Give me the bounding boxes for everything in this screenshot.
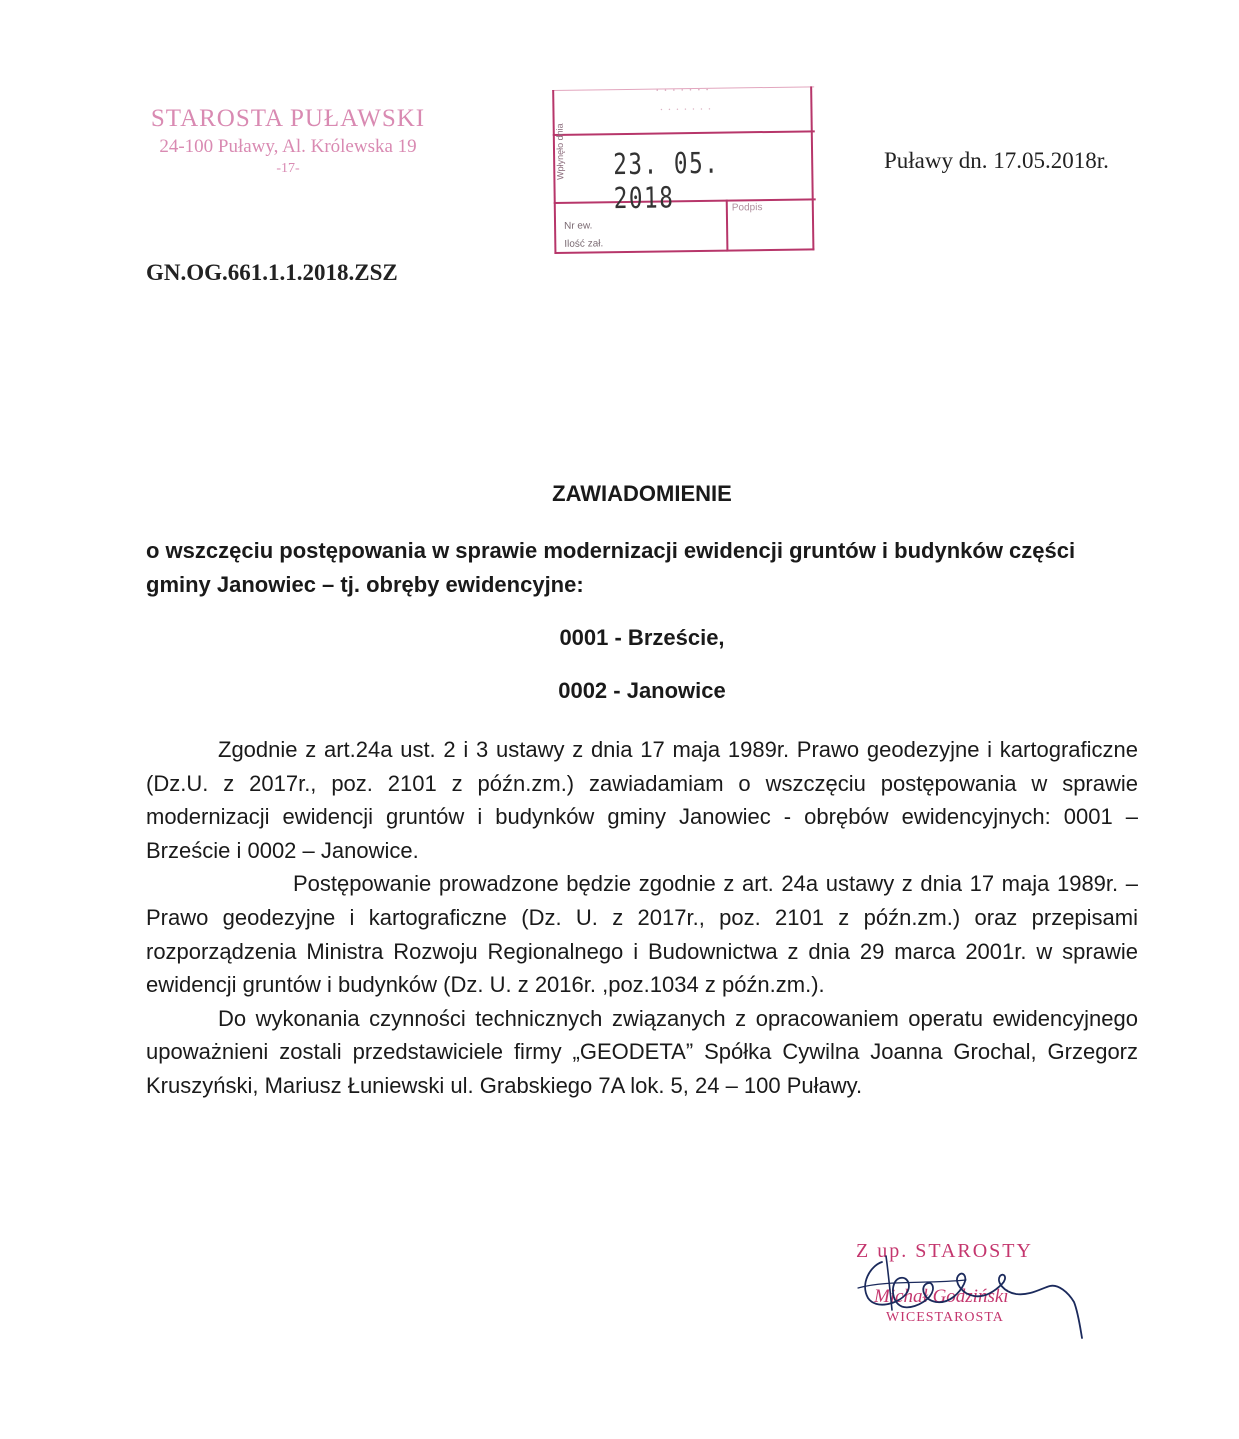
plot-item: 0002 - Janowice [558, 678, 726, 703]
handwritten-signature [846, 1240, 1086, 1350]
received-stamp [552, 74, 816, 256]
body-paragraph: Zgodnie z art.24a ust. 2 i 3 ustawy z dnia 17 maja 1989r. Prawo geodezyjne i kartograficzne (Dz.U. z 2017r., poz. 2101 z późn.zm.) zawiadamiam o wszczęciu postępowania w sprawie modernizacji ewidencji gruntów i budynków gminy Janowiec - obrębów ewidencyjnych: 0001 – Brzeście i 0002 – Janowice. [146, 737, 1138, 863]
place-date: Puławy dn. 17.05.2018r. [884, 148, 1109, 173]
issuer-number: -17- [276, 161, 300, 176]
signature-block [846, 1240, 1086, 1350]
plot-item: 0001 - Brzeście, [559, 625, 725, 650]
signatory-name: Michał Godziński [874, 1286, 1009, 1307]
case-number: GN.OG.661.1.1.2018.ZSZ [146, 260, 398, 285]
attachments-label: Ilość zał. [564, 238, 604, 250]
body-paragraph: Do wykonania czynności technicznych związanych z opracowaniem operatu ewidencyjnego upoważnieni zostali przedstawiciele firmy „GEODETA” Spółka Cywilna Joanna Grochal, Grzegorz Kruszyński, Mariusz Łuniewski ul. Grabskiego 7A lok. 5, 24 – 100 Puławy. [146, 1005, 1138, 1098]
document-title: ZAWIADOMIENIE [552, 481, 732, 506]
issuer-address: 24-100 Puławy, Al. Królewska 19 [159, 136, 417, 157]
body-paragraph: Postępowanie prowadzone będzie zgodnie z art. 24a ustawy z dnia 17 maja 1989r. – Prawo geodezyjne i kartograficzne (Dz. U. z 2017r., poz. 2101 z późn.zm.) oraz przepisami rozporządzenia Ministra Rozwoju Regionalnego i Budownictwa z dnia 29 marca 2001r. w sprawie ewidencji gruntów i budynków (Dz. U. z 2016r. ,poz.1034 z późn.zm.). [146, 871, 1138, 998]
document-body [146, 733, 1138, 1103]
issuer-stamp [128, 104, 448, 178]
signature-label: Podpis [731, 202, 763, 214]
received-stamp-faded-header: ······· [654, 81, 714, 98]
on-behalf-stamp: Z up. STAROSTY [856, 1240, 1033, 1262]
registry-number-label: Nr ew. [563, 220, 593, 232]
signatory-role: WICESTAROSTA [886, 1310, 1004, 1325]
received-date: 23. 05. 2018 [612, 145, 720, 216]
received-stamp-faded-subheader: ······· [659, 101, 716, 117]
issuer-name: STAROSTA PUŁAWSKI [150, 105, 426, 132]
received-label: Wpłynęło dnia [554, 123, 566, 180]
document-subtitle: o wszczęciu postępowania w sprawie modernizacji ewidencji gruntów i budynków części gminy Janowiec – tj. obręby ewidencyjne: [146, 538, 1076, 597]
